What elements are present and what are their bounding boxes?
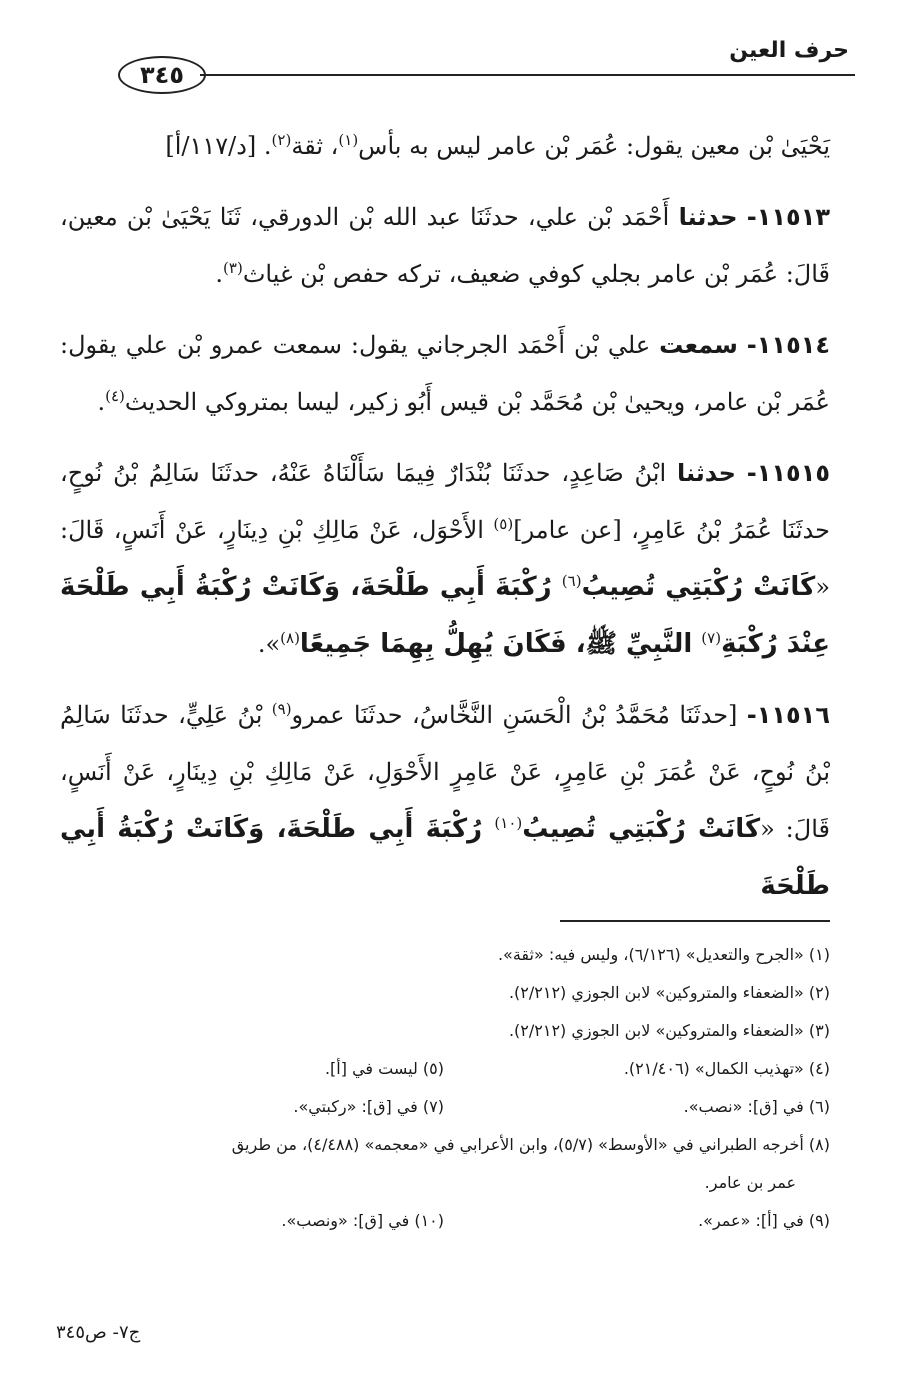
hadith-text: كَانَتْ رُكْبَتِي تُصِيبُ [581, 572, 816, 602]
text-segment: علي بْن أَحْمَد الجرجاني يقول: سمعت عمرو بْن علي يقول: عُمَر بْن عامر، ويحيىٰ بْن مُحَمَّد بْن قيس أَبُو زكير، ليسا بمتروكي الحديث [60, 331, 830, 416]
text-segment: ، ثقة [291, 132, 339, 160]
footnote-ref: (٧) [701, 629, 722, 647]
footnote-3: (٣) «الضعفاء والمتروكين» لابن الجوزي (٢/٢١٢). [508, 1021, 830, 1040]
footnote-ref: (٨) [280, 629, 300, 647]
hadith-text: النَّبِيِّ ﷺ، فَكَانَ يُهِلُّ بِهِمَا جَمِيعًا [299, 629, 702, 659]
footnote-4: (٤) «تهذيب الكمال» (٢١/٤٠٦). [623, 1059, 830, 1078]
hadith-text: كَانَتْ رُكْبَتِي تُصِيبُ [522, 814, 761, 844]
entry-keyword: حدثنا [676, 459, 736, 487]
footnote-ref: (٤) [105, 387, 125, 405]
footnote-7: (٧) في [ق]: «ركبتي». [293, 1097, 444, 1116]
footnote-ref: (١) [338, 131, 359, 149]
text-segment: [حدثَنَا مُحَمَّدُ بْنُ الْحَسَنِ النَّخَّاسُ، حدثَنَا عمرو [291, 701, 738, 729]
footnote-separator [560, 920, 830, 922]
entry-keyword: سمعت [659, 331, 738, 359]
footnote-2: (٢) «الضعفاء والمتروكين» لابن الجوزي (٢/٢١٢). [508, 983, 830, 1002]
chapter-title: حرف العين [729, 38, 849, 63]
footnote-ref: (٢) [271, 131, 292, 149]
page-number: ٣٤٥ [118, 56, 206, 94]
footnote-ref: (٣) [223, 259, 243, 277]
page-header [60, 38, 855, 98]
text-segment: يَحْيَىٰ بْن معين يقول: عُمَر بْن عامر ليس به بأس [358, 132, 830, 160]
text-segment: . [215, 260, 224, 288]
text-segment: . [97, 388, 106, 416]
footnote-ref: (١٠) [494, 814, 523, 832]
footnote-ref: (٥) [493, 515, 514, 533]
footnote-ref: (٩) [271, 700, 292, 718]
footnotes [58, 936, 830, 1240]
text-segment: أَحْمَد بْن علي، حدثَنَا عبد الله بْن الدورقي، ثَنَا يَحْيَىٰ بْن معين، قَالَ: عُمَر بْن عامر بجلي كوفي ضعيف، تركه حفص بْن غياث [60, 203, 830, 288]
hadith-text: رُكْبَةَ أَبِي طَلْحَةَ، وَكَانَتْ رُكْبَةُ أَبِي طَلْحَةَ عِنْدَ رُكْبَةِ [60, 572, 830, 659]
entry-number: ١١٥١٤- [746, 331, 831, 359]
entry-number: ١١٥١٣- [746, 203, 830, 231]
text-segment: بْنُ عَلِيٍّ، حدثَنَا سَالِمُ بْنُ نُوحٍ، عَنْ عُمَرَ بْنِ عَامِرٍ، عَنْ عَامِرٍ الأَحْوَلِ، عَنْ مَالِكِ بْنِ دِينَارٍ، عَنْ أَنَسٍ، قَالَ: « [60, 701, 830, 843]
hadith-text: رُكْبَةَ أَبِي طَلْحَةَ، وَكَانَتْ رُكْبَةُ أَبِي طَلْحَةَ [60, 814, 830, 901]
footnote-10: (١٠) في [ق]: «ونصب». [281, 1211, 444, 1230]
paragraph-11514 [60, 317, 830, 431]
text-segment: . [د/١١٧/أ] [165, 132, 272, 160]
text-segment: ابْنُ صَاعِدٍ، حدثَنَا بُنْدَارٌ فِيمَا سَأَلْنَاهُ عَنْهُ، حدثَنَا سَالِمُ بْنُ نُوحٍ، حدثَنَا عُمَرُ بْنُ عَامِرٍ، [عن عامر] [60, 459, 830, 544]
paragraph-intro [60, 118, 830, 175]
entry-number: ١١٥١٦- [746, 701, 830, 729]
volume-page-reference: ج٧- ص٣٤٥ [56, 1322, 141, 1343]
footnote-5: (٥) ليست في [أ]. [324, 1059, 444, 1078]
text-segment: الأَحْوَل، عَنْ مَالِكِ بْنِ دِينَارٍ، عَنْ أَنَسٍ، قَالَ: « [60, 516, 830, 601]
text-segment: ». [257, 630, 281, 658]
footnote-6: (٦) في [ق]: «نصب». [683, 1097, 830, 1116]
footnote-ref: (٦) [561, 572, 582, 590]
entry-keyword: حدثنا [678, 203, 738, 231]
footnote-8-continued: عمر بن عامر. [704, 1173, 796, 1192]
main-text [60, 118, 830, 929]
header-rule [200, 74, 855, 76]
footnote-8: (٨) أخرجه الطبراني في «الأوسط» (٥/٧)، وابن الأعرابي في «معجمه» (٤/٤٨٨)، من طريق [231, 1135, 830, 1154]
entry-number: ١١٥١٥- [746, 459, 830, 487]
footnote-1: (١) «الجرح والتعديل» (٦/١٢٦)، وليس فيه: «ثقة». [497, 945, 830, 964]
paragraph-11513 [60, 189, 830, 303]
footnote-9: (٩) في [أ]: «عمر». [698, 1211, 830, 1230]
paragraph-11516 [60, 687, 830, 915]
paragraph-11515 [60, 445, 830, 673]
